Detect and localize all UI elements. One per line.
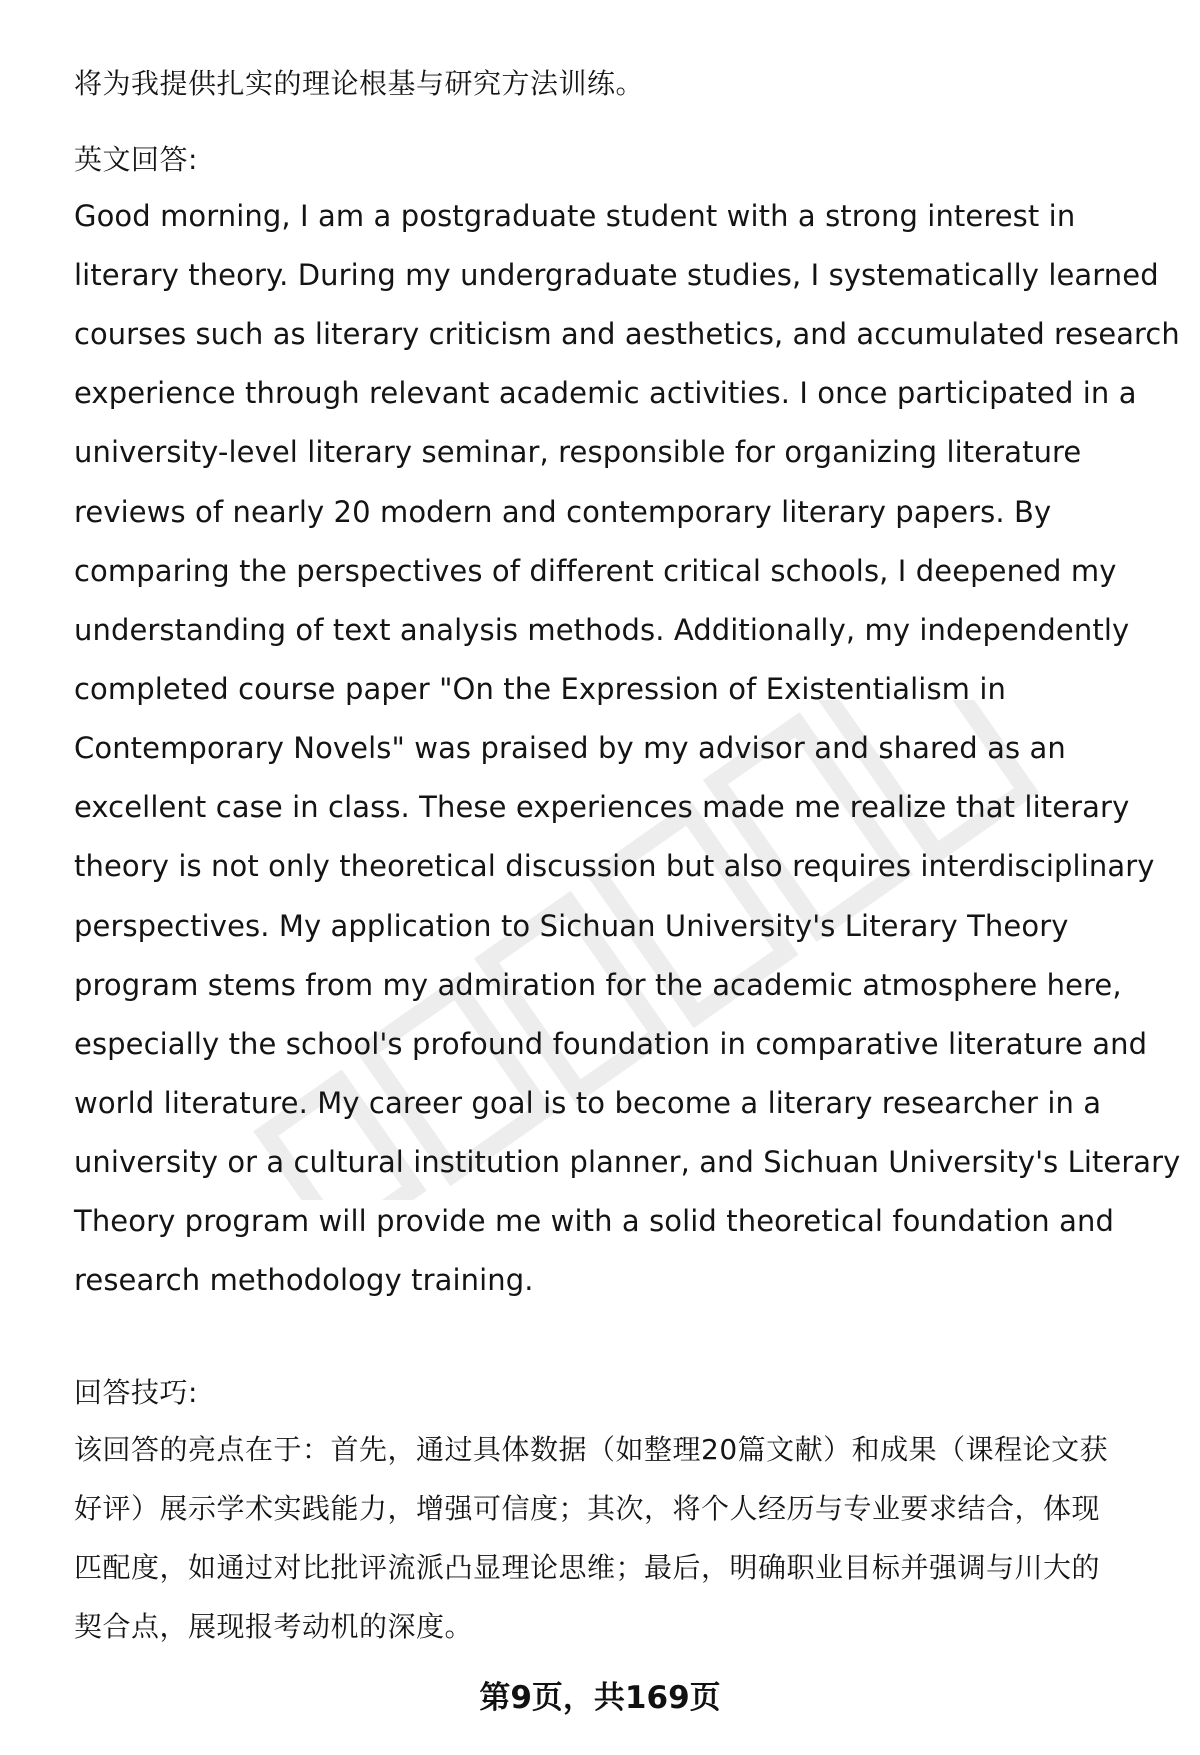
answer-line: university-level literary seminar, responsible for organizing literature [74,435,1082,469]
tips-heading: 回答技巧: [74,1376,198,1409]
answer-line: completed course paper "On the Expression of Existentialism in [74,672,1006,706]
answer-line: understanding of text analysis methods. Additionally, my independently [74,613,1130,647]
page-number-footer: 第9页，共169页 [479,1680,721,1716]
tips-line: 该回答的亮点在于：首先，通过具体数据（如整理20篇文献）和成果（课程论文获 [74,1433,1109,1466]
answer-line: Theory program will provide me with a solid theoretical foundation and [74,1204,1114,1238]
english-answer-heading: 英文回答: [74,143,198,176]
answer-line: program stems from my admiration for the academic atmosphere here, [74,968,1122,1002]
tips-line: 好评）展示学术实践能力，增强可信度；其次，将个人经历与专业要求结合，体现 [74,1492,1101,1525]
answer-line: research methodology training. [74,1263,534,1297]
answer-line: Good morning, I am a postgraduate student with a strong interest in [74,199,1076,233]
answer-line: perspectives. My application to Sichuan University's Literary Theory [74,909,1069,943]
answer-line: comparing the perspectives of different critical schools, I deepened my [74,554,1117,588]
answer-line: university or a cultural institution planner, and Sichuan University's Literary [74,1145,1181,1179]
answer-line: theory is not only theoretical discussion but also requires interdisciplinary [74,849,1155,883]
answer-line: courses such as literary criticism and aesthetics, and accumulated research [74,317,1180,351]
answer-line: literary theory. During my undergraduate studies, I systematically learned [74,258,1159,292]
answer-line: excellent case in class. These experiences made me realize that literary [74,790,1130,824]
answer-line: world literature. My career goal is to become a literary researcher in a [74,1086,1102,1120]
answer-line: Contemporary Novels" was praised by my advisor and shared as an [74,731,1066,765]
answer-line: reviews of nearly 20 modern and contemporary literary papers. By [74,495,1052,529]
intro-tail-text: 将为我提供扎实的理论根基与研究方法训练。 [74,67,645,100]
answer-line: especially the school's profound foundation in comparative literature and [74,1027,1148,1061]
tips-line: 契合点，展现报考动机的深度。 [74,1610,474,1643]
tips-line: 匹配度，如通过对比批评流派凸显理论思维；最后，明确职业目标并强调与川大的 [74,1551,1101,1584]
answer-line: experience through relevant academic activities. I once participated in a [74,376,1137,410]
watermark-graphic [150,700,1150,1200]
